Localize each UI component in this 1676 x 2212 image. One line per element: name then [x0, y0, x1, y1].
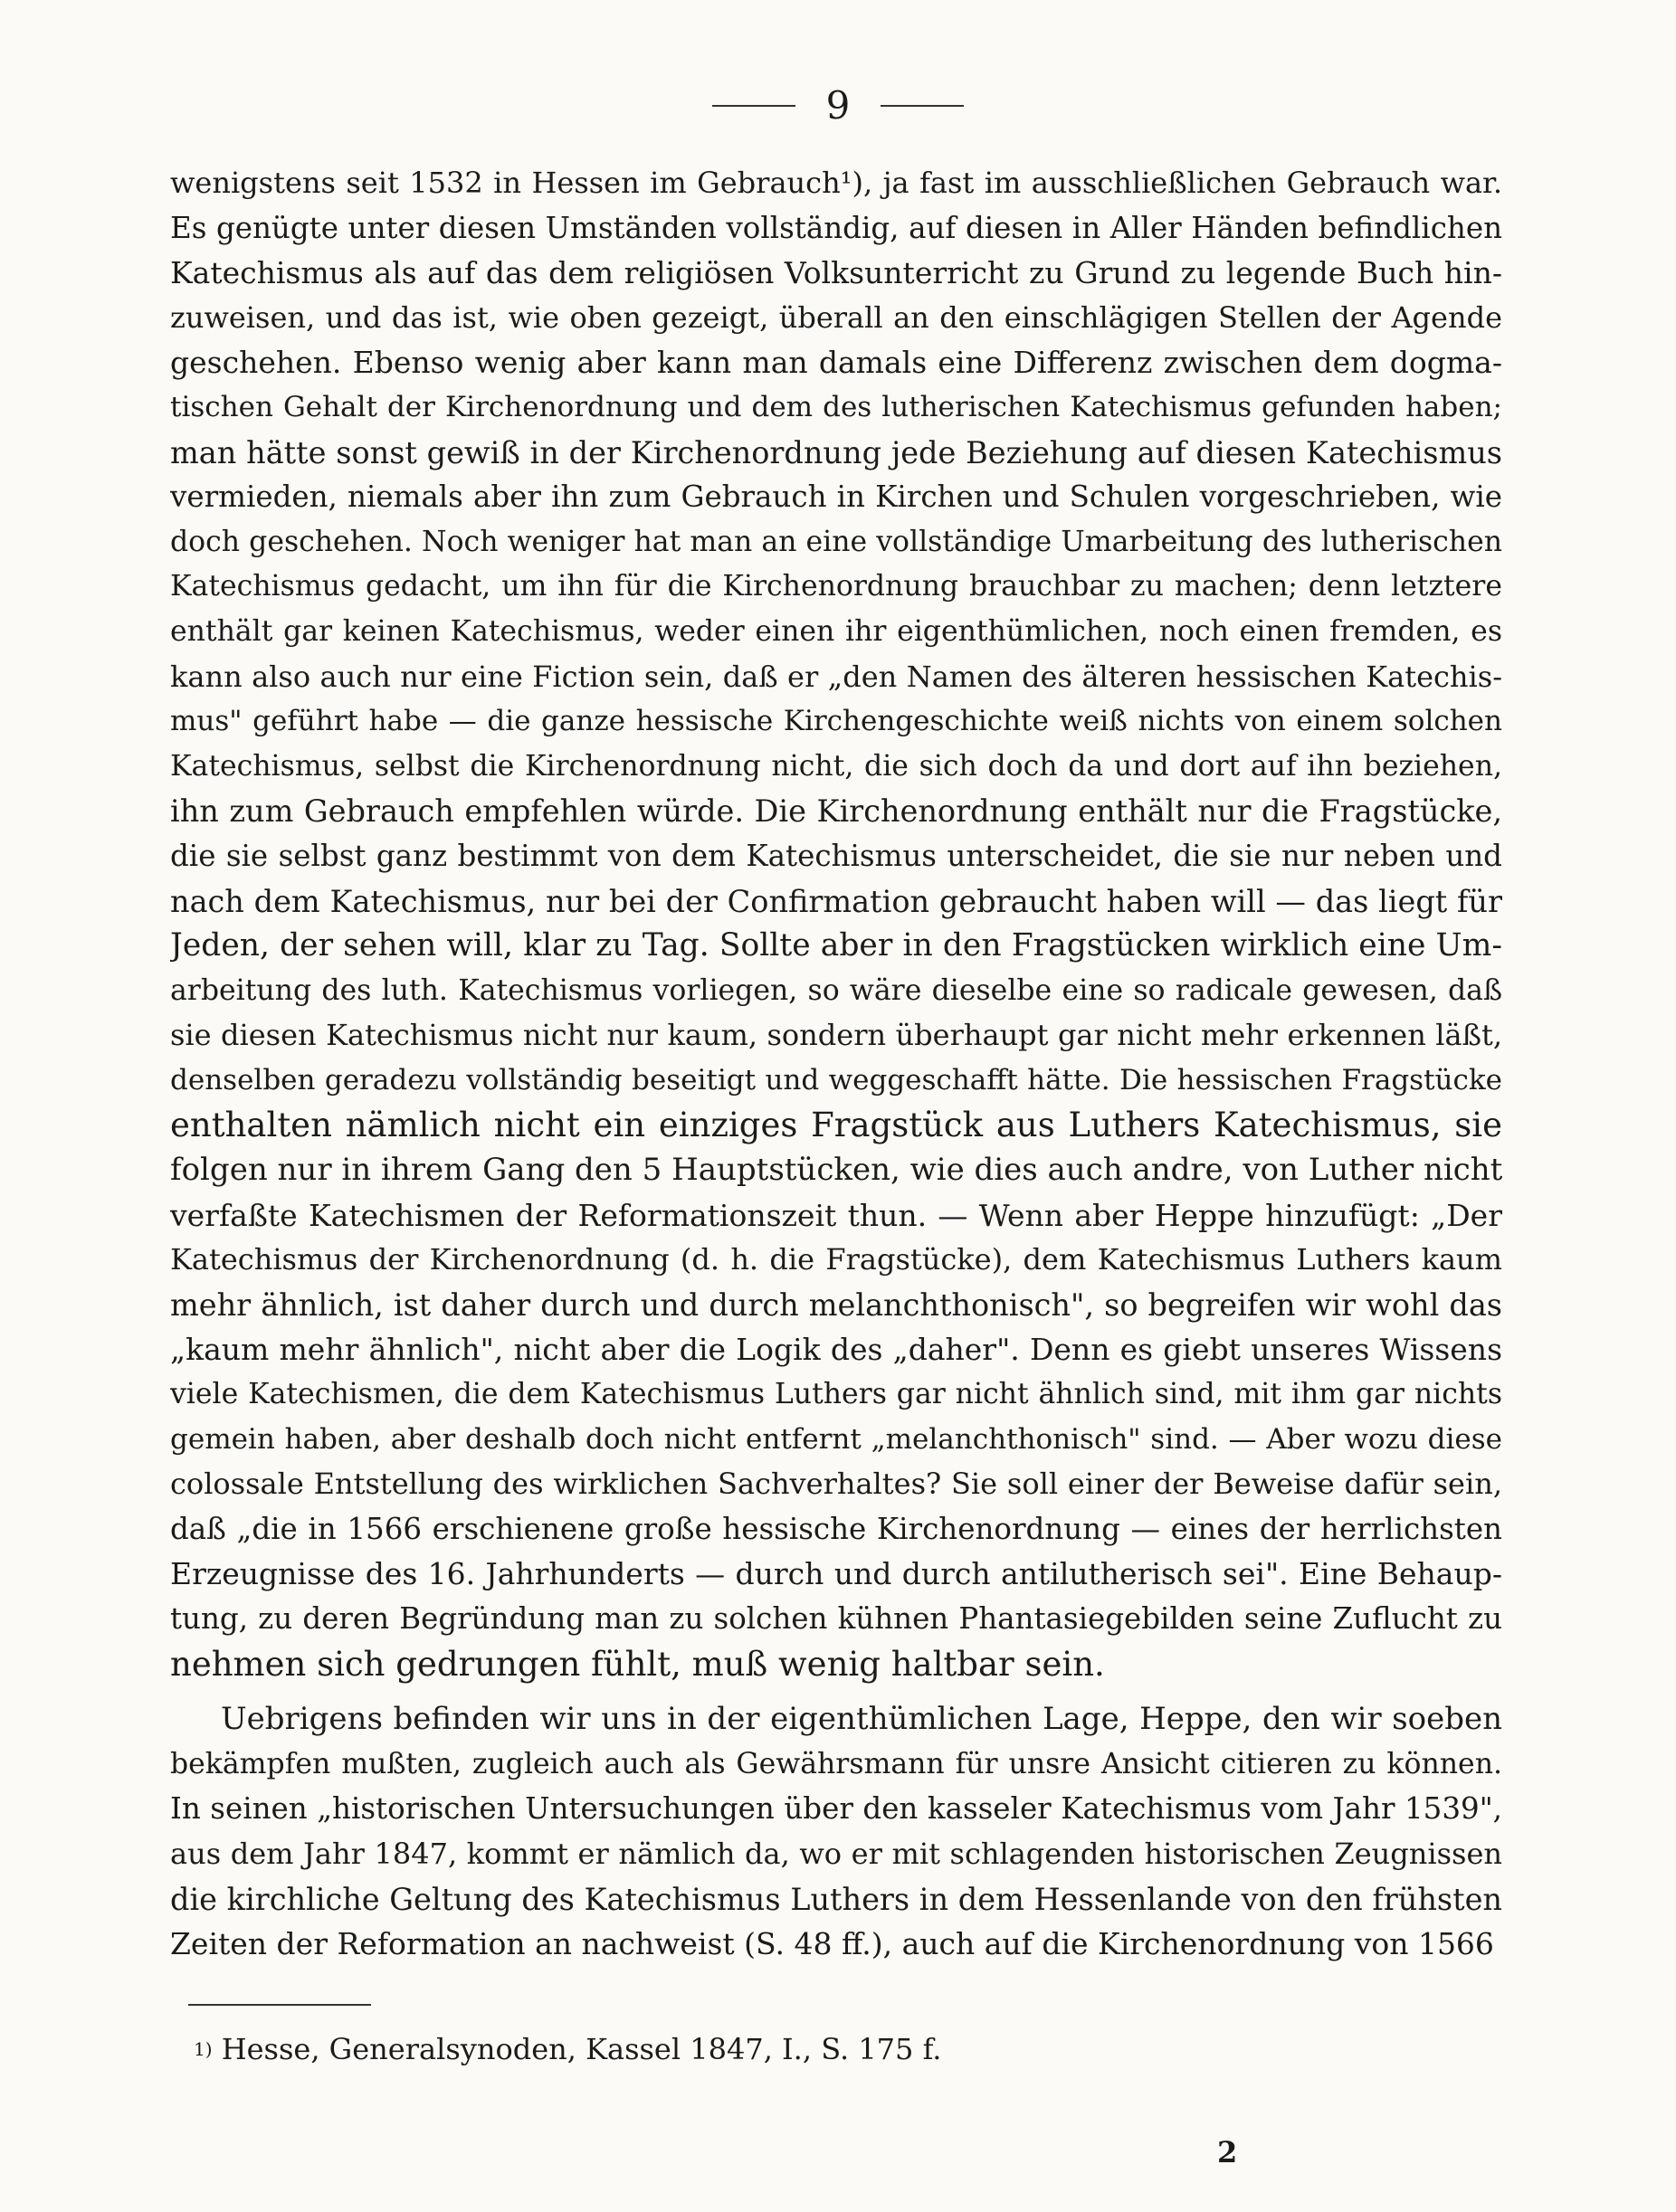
text-line: gemein haben, aber deshalb doch nicht entfernt „melanchthonisch" sind. — Aber wozu diese	[170, 1422, 1502, 1456]
paragraph	[170, 161, 1502, 1686]
text-line: In seinen „historischen Untersuchungen über den kasseler Katechismus vom Jahr 1539",	[170, 1791, 1502, 1827]
text-line: Zeiten der Reformation an nachweist (S. 48 ff.), auch auf die Kirchenordnung von 1566	[170, 1926, 1494, 1962]
text-line: Es genügte unter diesen Umständen vollständig, auf diesen in Aller Händen befindlichen	[170, 210, 1502, 245]
text-line: Jeden, der sehen will, klar zu Tag. Sollte aber in den Fragstücken wirklich eine Um-	[170, 927, 1502, 964]
page-number: 9	[825, 83, 851, 128]
text-line: mus" geführt habe — die ganze hessische Kirchengeschichte weiß nichts von einem solchen	[170, 705, 1502, 738]
text-line: tischen Gehalt der Kirchenordnung und dem des lutherischen Katechismus gefunden haben;	[170, 390, 1502, 423]
text-line: Erzeugnisse des 16. Jahrhunderts — durch und durch antilutherisch sei". Eine Behaup-	[170, 1556, 1502, 1592]
text-line: Katechismus, selbst die Kirchenordnung nicht, die sich doch da und dort auf ihn beziehen,	[170, 749, 1502, 783]
paragraph	[170, 1697, 1502, 1967]
text-line: Uebrigens befinden wir uns in der eigenthümlichen Lage, Heppe, den wir soeben	[221, 1701, 1502, 1738]
text-line: folgen nur in ihrem Gang den 5 Hauptstücken, wie dies auch andre, von Luther nicht	[170, 1152, 1502, 1189]
text-line: tung, zu deren Begründung man zu solchen kühnen Phantasiegebilden seine Zuflucht zu	[170, 1601, 1502, 1636]
text-line: doch geschehen. Noch weniger hat man an eine vollständige Umarbeitung des lutherischen	[170, 525, 1502, 558]
paragraph-gap	[170, 1686, 1502, 1697]
footnote-marker: 1)	[194, 2038, 213, 2060]
text-line: nehmen sich gedrungen fühlt, muß wenig haltbar sein.	[170, 1644, 1105, 1684]
text-line: bekämpfen mußten, zugleich auch als Gewährsmann für unsre Ansicht citieren zu können.	[170, 1747, 1502, 1780]
header-rule-right	[881, 105, 964, 107]
text-line: verfaßte Katechismen der Reformationszeit thun. — Wenn aber Heppe hinzufügt: „Der	[170, 1197, 1502, 1233]
text-line: sie diesen Katechismus nicht nur kaum, sondern überhaupt gar nicht mehr erkennen läßt,	[170, 1018, 1502, 1053]
text-line: die sie selbst ganz bestimmt von dem Katechismus unterscheidet, die sie nur neben und	[170, 838, 1502, 873]
footnote-text: Hesse, Generalsynoden, Kassel 1847, I., S. 175 f.	[221, 2032, 942, 2066]
footnote-rule	[188, 2004, 371, 2006]
text-line: wenigstens seit 1532 in Hessen im Gebrauch¹), ja fast im ausschließlichen Gebrauch war.	[170, 166, 1502, 200]
text-line: aus dem Jahr 1847, kommt er nämlich da, wo er mit schlagenden historischen Zeugnissen	[170, 1836, 1502, 1871]
page-header	[0, 83, 1676, 128]
text-line: kann also auch nur eine Fiction sein, daß er „den Namen des älteren hessischen Katechis-	[170, 659, 1502, 694]
text-line: denselben geradezu vollständig beseitigt und weggeschafft hätte. Die hessischen Fragstücke	[170, 1063, 1502, 1097]
text-line: ihn zum Gebrauch empfehlen würde. Die Kirchenordnung enthält nur die Fragstücke,	[170, 793, 1502, 830]
text-line: Katechismus gedacht, um ihn für die Kirchenordnung brauchbar zu machen; denn letztere	[170, 570, 1502, 603]
text-line: mehr ähnlich, ist daher durch und durch melanchthonisch", so begreifen wir wohl das	[170, 1286, 1502, 1323]
text-line: viele Katechismen, die dem Katechismus Luthers gar nicht ähnlich sind, mit ihm gar nichts	[170, 1378, 1502, 1411]
text-line: Katechismus als auf das dem religiösen Volksunterricht zu Grund zu legende Buch hin-	[170, 255, 1502, 291]
text-line: daß „die in 1566 erschienene große hessische Kirchenordnung — eines der herrlichsten	[170, 1511, 1502, 1546]
text-line: vermieden, niemals aber ihn zum Gebrauch in Kirchen und Schulen vorgeschrieben, wie	[170, 479, 1502, 515]
header-rule-left	[712, 105, 795, 107]
body-text	[170, 161, 1502, 1967]
text-line: man hätte sonst gewiß in der Kirchenordnung jede Beziehung auf diesen Katechismus	[170, 434, 1502, 470]
footnote	[194, 2031, 941, 2067]
text-line: enthalten nämlich nicht ein einziges Fragstück aus Luthers Katechismus, sie	[170, 1106, 1502, 1145]
text-line: nach dem Katechismus, nur bei der Confirmation gebraucht haben will — das liegt für	[170, 883, 1502, 919]
text-line: arbeitung des luth. Katechismus vorliegen, so wäre dieselbe eine so radicale gewesen, daß	[170, 973, 1502, 1007]
text-line: colossale Entstellung des wirklichen Sachverhaltes? Sie soll einer der Beweise dafür sein,	[170, 1467, 1502, 1502]
signature-mark: 2	[1217, 2135, 1238, 2169]
text-line: enthält gar keinen Katechismus, weder einen ihr eigenthümlichen, noch einen fremden, es	[170, 614, 1502, 648]
text-line: geschehen. Ebenso wenig aber kann man damals eine Differenz zwischen dem dogma-	[170, 345, 1502, 381]
text-line: zuweisen, und das ist, wie oben gezeigt, überall an den einschlägigen Stellen der Agende	[170, 299, 1502, 335]
text-line: die kirchliche Geltung des Katechismus Luthers in dem Hessenlande von den frühsten	[170, 1881, 1502, 1917]
text-line: Katechismus der Kirchenordnung (d. h. die Fragstücke), dem Katechismus Luthers kaum	[170, 1242, 1502, 1277]
text-line: „kaum mehr ähnlich", nicht aber die Logik des „daher". Denn es giebt unseres Wissens	[170, 1332, 1502, 1368]
